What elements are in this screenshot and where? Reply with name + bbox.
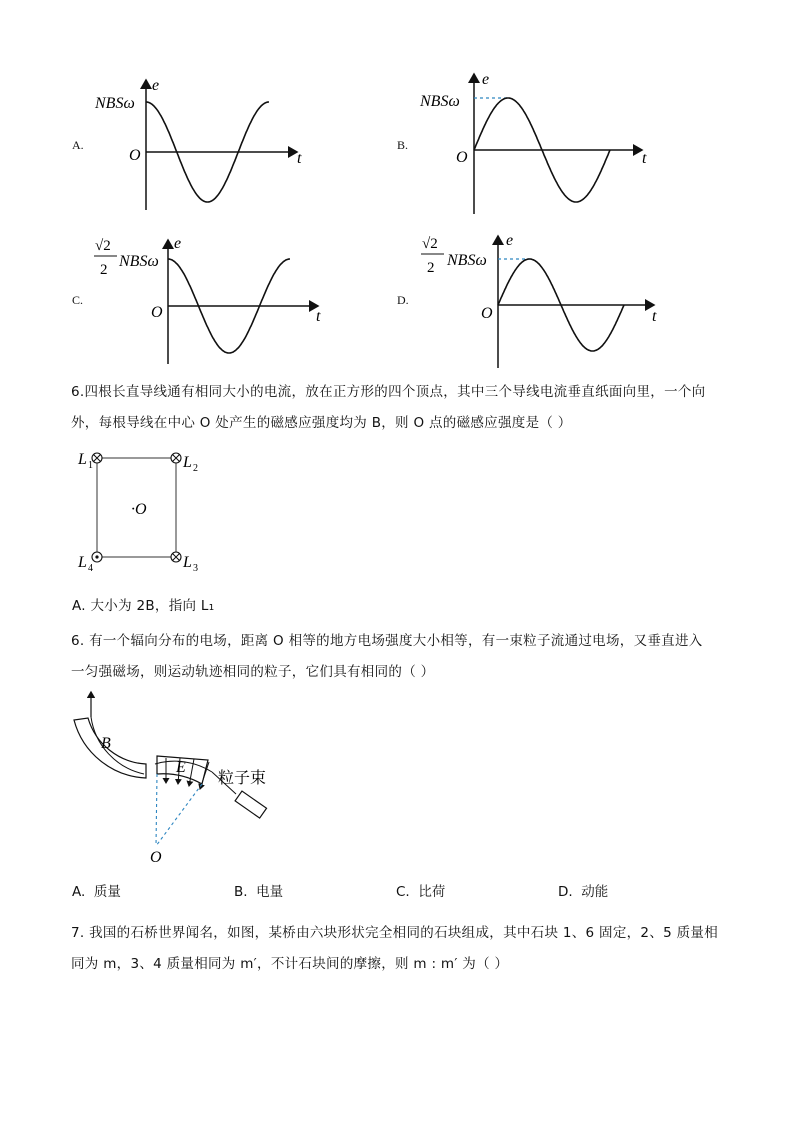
option-d-letter[interactable]: D. — [397, 293, 409, 307]
question-7-line2: 同为 m，3、4 质量相同为 m′，不计石块间的摩擦，则 m : m′ 为（ ） — [71, 956, 509, 972]
amplitude-label: NBSω — [95, 95, 135, 112]
amplitude-numerator: √2 — [95, 238, 111, 254]
graph-d — [421, 232, 657, 368]
question-6b-line1: 6. 有一个辐向分布的电场，距离 O 相等的地方电场强度大小相等，有一束粒子流通过电场，又垂直进入 — [71, 633, 703, 649]
wire-l1-into-page-icon — [92, 453, 102, 463]
option-letter: C. — [396, 884, 410, 900]
label-e: E — [176, 759, 186, 776]
label-b: B — [101, 735, 111, 752]
axis-e-label: e — [482, 71, 490, 88]
label-l1-sub: 1 — [88, 460, 93, 471]
label-l4-sub: 4 — [88, 563, 93, 574]
question-6b-line2: 一匀强磁场，则运动轨迹相同的粒子，它们具有相同的（ ） — [71, 664, 435, 680]
option-text: 比荷 — [418, 884, 446, 900]
wire-l2-into-page-icon — [171, 453, 181, 463]
label-l4: L — [78, 554, 87, 571]
option-6b-d[interactable] — [558, 880, 608, 900]
option-text: 电量 — [256, 884, 284, 900]
radial-field-diagram — [60, 686, 290, 866]
question-7-line1: 7. 我国的石桥世界闻名，如图，某桥由六块形状完全相同的石块组成，其中石块 1、6 固定，2、5 质量相 — [71, 925, 718, 941]
label-l2: L — [183, 454, 192, 471]
axis-e-label: e — [174, 235, 182, 252]
amplitude-numerator: √2 — [422, 236, 438, 252]
axis-t-label: t — [642, 150, 647, 167]
amplitude-label: NBSω — [420, 93, 460, 110]
particle-source — [235, 791, 266, 818]
question-6a-answer-a[interactable]: A. 大小为 2B，指向 L₁ — [72, 598, 215, 614]
graph-c — [94, 235, 321, 364]
wire-l4-out-of-page-icon — [92, 552, 102, 562]
option-6b-a[interactable] — [72, 880, 121, 900]
origin-label: O — [456, 149, 468, 166]
amplitude-label: NBSω — [119, 253, 159, 270]
option-text: 质量 — [93, 884, 121, 900]
label-l3: L — [183, 554, 192, 571]
graph-option-a — [0, 0, 794, 380]
amplitude-label: NBSω — [447, 252, 487, 269]
axis-e-label: e — [506, 232, 514, 249]
option-letter: D. — [558, 884, 573, 900]
option-c-letter[interactable]: C. — [72, 293, 84, 307]
origin-label: O — [151, 304, 163, 321]
label-o: O — [150, 849, 162, 866]
option-letter: B. — [234, 884, 248, 900]
wire-l3-into-page-icon — [171, 552, 181, 562]
label-particle-beam: 粒子束 — [218, 768, 267, 787]
graph-b — [419, 71, 647, 214]
center-o-label: ·O — [131, 501, 147, 518]
label-l1: L — [78, 451, 87, 468]
question-6a-line1: 6.四根长直导线通有相同大小的电流，放在正方形的四个顶点，其中三个导线电流垂直纸面向里，一个向 — [71, 384, 706, 400]
amplitude-denominator: 2 — [100, 262, 108, 278]
label-l2-sub: 2 — [193, 463, 198, 474]
axis-t-label: t — [652, 308, 657, 325]
axis-e-label: e — [152, 77, 160, 94]
option-6b-b[interactable] — [234, 880, 283, 900]
square-wires-diagram — [70, 440, 210, 580]
option-b-letter[interactable]: B. — [397, 138, 409, 152]
question-6a-line2: 外，每根导线在中心 O 处产生的磁感应强度均为 B，则 O 点的磁感应强度是（ ） — [71, 415, 572, 431]
option-6b-c[interactable] — [396, 880, 445, 900]
amplitude-denominator: 2 — [427, 260, 435, 276]
option-text: 动能 — [581, 884, 609, 900]
origin-label: O — [481, 305, 493, 322]
origin-label: O — [129, 147, 141, 164]
graph-a — [94, 77, 302, 210]
axis-t-label: t — [297, 150, 302, 167]
axis-t-label: t — [316, 308, 321, 325]
option-letter: A. — [72, 884, 86, 900]
option-a-letter[interactable]: A. — [72, 138, 84, 152]
label-l3-sub: 3 — [193, 563, 198, 574]
